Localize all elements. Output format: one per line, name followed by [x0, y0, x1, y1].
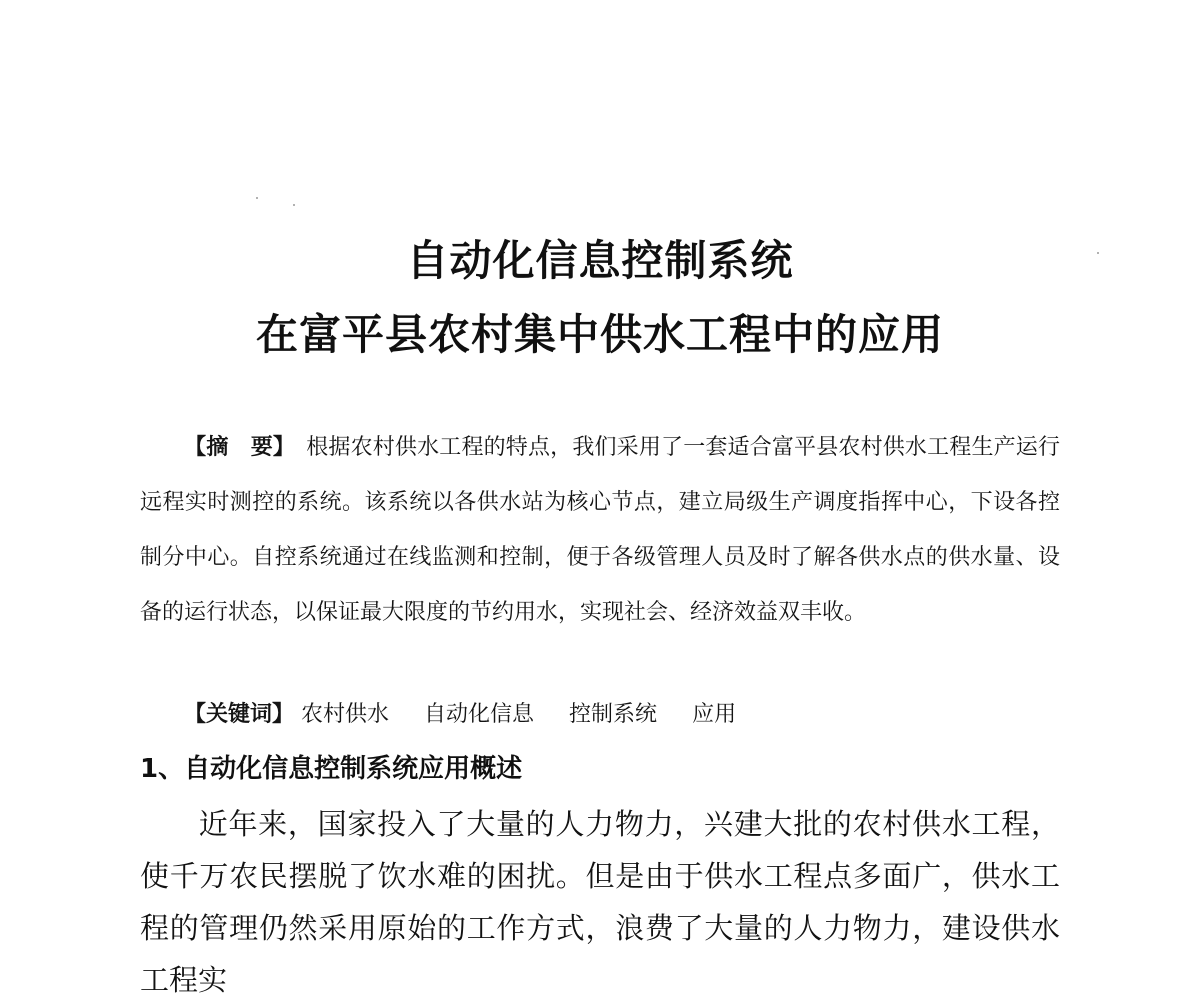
title-line-1: 自动化信息控制系统 — [406, 236, 794, 285]
body-paragraph-text: 近年来，国家投入了大量的人力物力，兴建大批的农村供水工程，使千万农民摆脱了饮水难的困扰。但是由于供水工程点多面广，供水工程的管理仍然采用原始的工作方式，浪费了大量的人力物力，建设供水工程实 — [140, 807, 1060, 997]
keyword-item: 应用 — [692, 702, 737, 727]
keyword-item: 自动化信息 — [424, 702, 535, 727]
keywords-line — [184, 690, 764, 740]
title-line-2: 在富平县农村集中供水工程中的应用 — [255, 310, 944, 359]
section-heading: 1、自动化信息控制系统应用概述 — [140, 754, 523, 784]
abstract-label: 【摘 要】 — [184, 435, 285, 460]
keywords-label: 【关键词】 — [184, 702, 295, 727]
body-paragraph — [140, 798, 1060, 1006]
keyword-item: 农村供水 — [301, 702, 390, 727]
abstract-text: 根据农村供水工程的特点，我们采用了一套适合富平县农村供水工程生产运行远程实时测控的系统。该系统以各供水站为核心节点，建立局级生产调度指挥中心，下设各控制分中心。自控系统通过在线监测和控制，便于各级管理人员及时了解各供水点的供水量、设备的运行状态，以保证最大限度的节约用水，实现社会、经济效益双丰收。 — [140, 435, 1060, 625]
abstract-paragraph — [140, 420, 1060, 640]
scan-speck — [293, 204, 295, 206]
scan-speck — [256, 197, 258, 199]
keyword-item: 控制系统 — [569, 702, 658, 727]
